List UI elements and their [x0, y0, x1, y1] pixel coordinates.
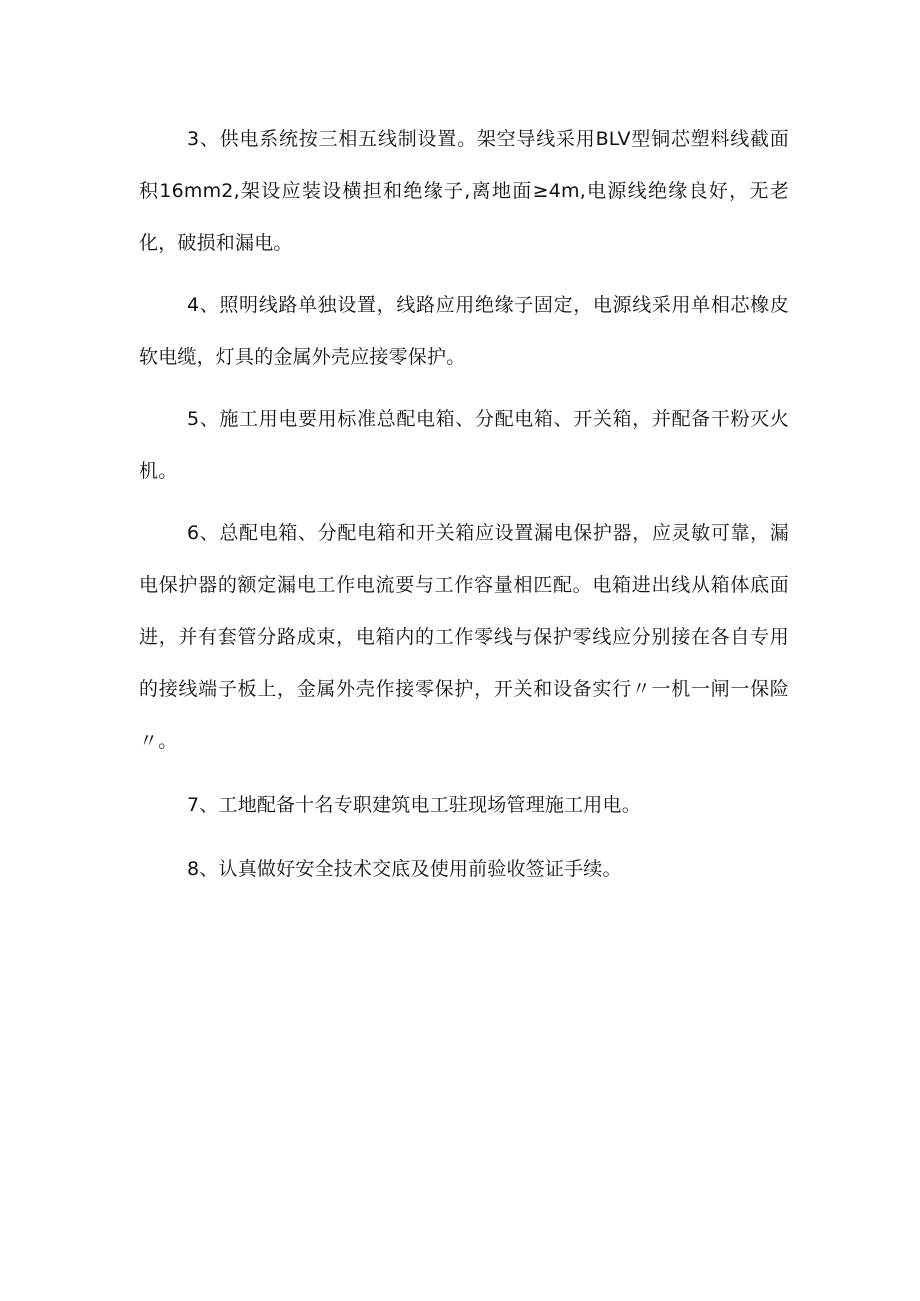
paragraph-6: 6、总配电箱、分配电箱和开关箱应设置漏电保护器，应灵敏可靠，漏电保护器的额定漏电工作电流要与工作容量相匹配。电箱进出线从箱体底面进，并有套管分路成束，电箱内的工作零线与保护零线应分别接在各自专用的接线端子板上，金属外壳作接零保护，开关和设备实行〃一机一闸一保险〃。 — [139, 522, 789, 752]
paragraph-5: 5、施工用电要用标准总配电箱、分配电箱、开关箱，并配备干粉灭火机。 — [139, 408, 789, 482]
document-body — [139, 113, 789, 895]
paragraph-3: 3、供电系统按三相五线制设置。架空导线采用BLV型铜芯塑料线截面积16mm2,架设应装设横担和绝缘子,离地面≥4m,电源线绝缘良好，无老化，破损和漏电。 — [139, 128, 789, 254]
paragraph-7: 7、工地配备十名专职建筑电工驻现场管理施工用电。 — [187, 794, 641, 816]
paragraph-8: 8、认真做好安全技术交底及使用前验收签证手续。 — [187, 858, 622, 880]
paragraph-4: 4、照明线路单独设置，线路应用绝缘子固定，电源线采用单相芯橡皮软电缆，灯具的金属外壳应接零保护。 — [139, 294, 789, 368]
